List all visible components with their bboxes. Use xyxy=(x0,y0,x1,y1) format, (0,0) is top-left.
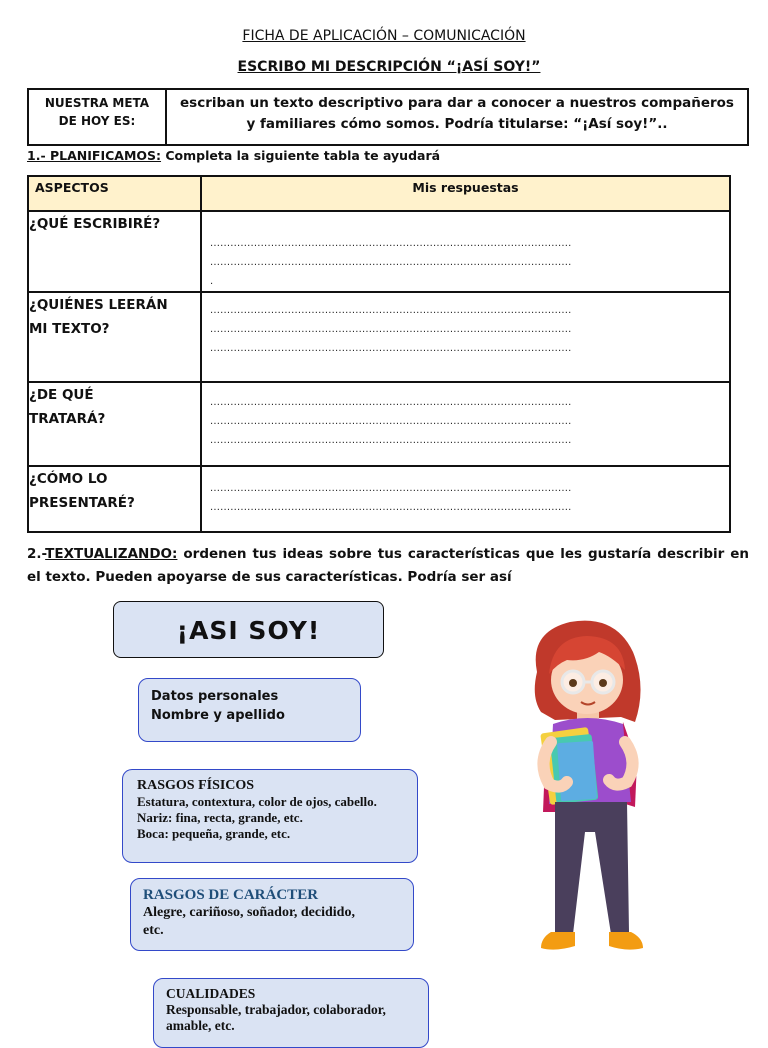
goal-box xyxy=(27,88,749,146)
goal-label: NUESTRA META DE HOY ES: xyxy=(29,90,167,144)
worksheet-title: FICHA DE APLICACIÓN – COMUNICACIÓN xyxy=(242,28,526,44)
textualize-instruction: 2.-TEXTUALIZANDO: ordenen tus ideas sobre tus características que les gustaría describir en el texto. Pueden apoyarse de sus características. Podría ser así xyxy=(27,546,749,585)
answer-cell[interactable]: ........................................................................................................... ........................................................................................................... ........................................................................................................... xyxy=(201,382,730,466)
character-traits-box: RASGOS DE CARÁCTER Alegre, cariñoso, soñador, decidido, etc. xyxy=(130,878,414,951)
student-girl-illustration-icon xyxy=(515,612,665,977)
qualities-box: CUALIDADES Responsable, trabajador, colaborador, amable, etc. xyxy=(153,978,429,1048)
aspects-header: ASPECTOS xyxy=(28,176,201,211)
answers-header: Mis respuestas xyxy=(201,176,730,211)
answer-cell[interactable]: ........................................................................................................... ........................................................................................................... ........................................................................................................... xyxy=(201,292,730,382)
physical-traits-box: RASGOS FÍSICOS Estatura, contextura, color de ojos, cabello. Nariz: fina, recta, grande, etc. Boca: pequeña, grande, etc. xyxy=(122,769,418,863)
goal-text: escriban un texto descriptivo para dar a conocer a nuestros compañeros y familiares cómo somos. Podría titularse: “¡Así soy!”.. xyxy=(180,95,734,132)
table-row xyxy=(28,466,730,532)
planning-instruction: 1.- PLANIFICAMOS: Completa la siguiente tabla te ayudará xyxy=(27,148,441,163)
answer-cell[interactable]: ........................................................................................................... ........................................................................................................... . xyxy=(201,211,730,292)
table-row xyxy=(28,211,730,292)
worksheet-subtitle: ESCRIBO MI DESCRIPCIÓN “¡ASÍ SOY!” xyxy=(237,59,541,75)
question-cell: ¿QUIÉNES LEERÁN MI TEXTO? xyxy=(28,292,201,382)
table-row xyxy=(28,382,730,466)
table-header-row xyxy=(28,176,730,211)
planning-table xyxy=(27,175,731,533)
question-cell: ¿DE QUÉ TRATARÁ? xyxy=(28,382,201,466)
table-row xyxy=(28,292,730,382)
question-cell: ¿QUÉ ESCRIBIRÉ? xyxy=(28,211,201,292)
asi-soy-title-box: ¡ASI SOY! xyxy=(113,601,384,658)
personal-data-box: Datos personales Nombre y apellido xyxy=(138,678,361,742)
question-cell: ¿CÓMO LO PRESENTARÉ? xyxy=(28,466,201,532)
answer-cell[interactable]: ........................................................................................................... ........................................................................................................... xyxy=(201,466,730,532)
